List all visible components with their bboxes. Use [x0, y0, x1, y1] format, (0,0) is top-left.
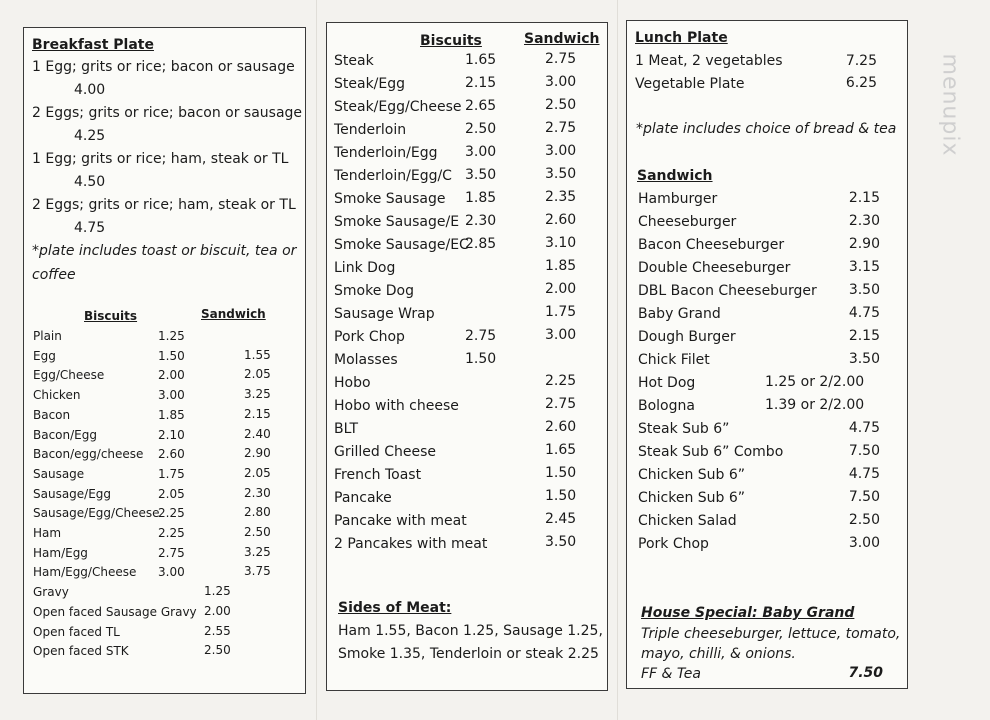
menu-item-name: Egg	[33, 348, 56, 363]
sandwich-price: 3.00	[545, 74, 577, 90]
biscuits-column-header: Biscuits	[420, 33, 482, 49]
sandwich-price: 3.00	[545, 327, 577, 343]
menu-item-name: Pancake with meat	[334, 513, 467, 529]
biscuit-price: 2.05	[158, 486, 185, 501]
menu-item-name: Steak Sub 6” Combo	[638, 444, 784, 460]
menupix-watermark: menupix	[937, 53, 963, 157]
fold-line	[617, 0, 618, 720]
breakfast-note: *plate includes toast or biscuit, tea or	[32, 243, 297, 259]
menu-item-name: Plain	[33, 329, 62, 343]
sandwich-price: 2.75	[545, 51, 577, 67]
menu-item-name: DBL Bacon Cheeseburger	[638, 283, 817, 299]
menu-item-name: Hobo with cheese	[334, 398, 459, 414]
fold-line	[316, 0, 317, 720]
sandwich-price: 2.15	[244, 406, 271, 421]
sandwich-price: 4.75	[848, 420, 880, 436]
menu-item-name: Steak/Egg/Cheese	[334, 99, 462, 115]
breakfast-title: Breakfast Plate	[32, 37, 154, 53]
biscuit-price: 1.25	[158, 329, 185, 343]
menu-item-name: Open faced STK	[33, 644, 129, 659]
sandwich-price: 1.85	[545, 258, 577, 274]
sandwich-price: 2.50	[545, 97, 577, 113]
menu-item-name: Bacon/Egg	[33, 427, 97, 442]
menu-item-name: Ham/Egg/Cheese	[33, 565, 137, 580]
sandwich-price: 3.50	[848, 351, 880, 367]
biscuit-price: 2.25	[158, 526, 185, 540]
sandwich-price: 2.50	[848, 512, 880, 528]
menu-item-name: Tenderloin	[334, 122, 407, 138]
house-special-price: 7.50	[848, 665, 883, 681]
sandwich-price: 2.60	[545, 212, 577, 228]
biscuit-price: 2.25	[158, 506, 185, 521]
sandwich-price: 1.55	[244, 347, 271, 362]
biscuit-price: 2.85	[465, 236, 497, 252]
sandwich-price: 2.80	[244, 505, 271, 520]
menu-item-name: Dough Burger	[638, 329, 736, 345]
house-special-description: FF & Tea	[641, 666, 701, 682]
sandwich-price: 7.50	[848, 489, 880, 505]
menu-item-name: Smoke Sausage	[334, 191, 446, 207]
sandwich-price: 2.90	[848, 236, 880, 252]
sandwich-price: 2.05	[244, 465, 271, 480]
sandwich-price: 2.05	[244, 367, 271, 382]
menu-item-name: Hobo	[334, 375, 371, 391]
breakfast-item-name: 1 Egg; grits or rice; bacon or sausage	[32, 59, 295, 75]
sandwich-column-header: Sandwich	[201, 307, 266, 321]
sandwich-price: 2.30	[244, 485, 271, 500]
menu-item-name: Grilled Cheese	[334, 444, 437, 460]
menu-item-name: Hamburger	[638, 191, 718, 207]
lunch-item-name: Vegetable Plate	[635, 76, 745, 92]
menu-item-name: French Toast	[334, 467, 422, 483]
sandwich-price: 3.50	[545, 534, 577, 550]
menu-item-name: Steak	[334, 53, 374, 69]
menu-item-name: Sausage Wrap	[334, 306, 435, 322]
biscuit-price: 2.00	[158, 368, 185, 383]
sandwich-price: 2.15	[848, 328, 880, 344]
sandwich-price: 2.50	[244, 525, 271, 539]
breakfast-item-price: 4.00	[74, 82, 106, 98]
sandwich-price: 2.35	[545, 189, 577, 205]
menu-item-name: Pork Chop	[638, 536, 709, 552]
menu-item-name: Open faced Sausage Gravy	[33, 604, 197, 619]
sandwich-price: 3.50	[848, 282, 880, 298]
biscuit-price: 2.60	[158, 447, 185, 462]
sandwich-price: 2.25	[545, 373, 577, 389]
sandwich-price: 1.25 or 2/2.00	[765, 374, 865, 390]
sandwich-price: 1.50	[545, 488, 577, 504]
lunch-item-name: 1 Meat, 2 vegetables	[635, 53, 783, 69]
menu-item-name: Hot Dog	[638, 375, 696, 391]
extra-price: 2.50	[204, 643, 231, 658]
biscuit-price: 3.00	[158, 565, 185, 580]
menu-item-name: Double Cheeseburger	[638, 260, 791, 276]
sandwich-price: 1.65	[545, 442, 577, 458]
biscuit-price: 1.75	[158, 466, 185, 481]
sandwich-price: 7.50	[848, 443, 880, 459]
breakfast-item-name: 2 Eggs; grits or rice; ham, steak or TL	[32, 197, 296, 213]
breakfast-item-price: 4.75	[74, 220, 106, 236]
house-special-description: mayo, chilli, & onions.	[641, 646, 796, 662]
sandwich-price: 3.25	[244, 544, 271, 559]
sandwich-price: 3.15	[848, 259, 880, 275]
menu-item-name: Tenderloin/Egg/C	[334, 168, 452, 184]
menu-item-name: Chicken Salad	[638, 513, 737, 529]
biscuit-price: 1.65	[465, 52, 497, 68]
menu-item-name: Baby Grand	[638, 306, 721, 322]
biscuit-price: 3.00	[158, 388, 185, 403]
sandwich-price: 3.50	[545, 166, 577, 182]
biscuit-sandwich-panel	[326, 22, 608, 691]
menu-item-name: Chick Filet	[638, 352, 710, 368]
menu-item-name: Chicken	[33, 388, 81, 403]
menu-item-name: Bacon Cheeseburger	[638, 237, 785, 253]
biscuit-price: 1.50	[158, 348, 185, 363]
biscuit-price: 2.10	[158, 427, 185, 442]
biscuit-price: 1.85	[465, 190, 497, 206]
sandwich-price: 4.75	[848, 466, 880, 482]
house-special-description: Triple cheeseburger, lettuce, tomato,	[641, 626, 901, 642]
sandwich-price: 3.00	[545, 143, 577, 159]
biscuit-price: 2.30	[465, 213, 497, 229]
menu-item-name: Smoke Sausage/E	[334, 214, 460, 230]
menu-item-name: Pork Chop	[334, 329, 405, 345]
menu-item-name: Pancake	[334, 490, 392, 506]
menu-item-name: 2 Pancakes with meat	[334, 536, 488, 552]
biscuit-price: 3.50	[465, 167, 497, 183]
biscuit-price: 2.65	[465, 98, 497, 114]
menu-item-name: Chicken Sub 6”	[638, 467, 746, 483]
menu-item-name: Chicken Sub 6”	[638, 490, 746, 506]
house-special-title: House Special: Baby Grand	[641, 605, 855, 621]
sandwich-price: 2.75	[545, 120, 577, 136]
biscuit-price: 2.75	[158, 545, 185, 560]
menu-item-name: Egg/Cheese	[33, 368, 105, 383]
menu-item-name: Smoke Sausage/EC	[334, 237, 469, 253]
lunch-item-price: 7.25	[845, 53, 877, 69]
biscuit-price: 2.75	[465, 328, 497, 344]
menu-item-name: Cheeseburger	[638, 214, 737, 230]
sandwich-price: 3.00	[848, 535, 880, 551]
biscuit-price: 1.50	[465, 351, 497, 367]
biscuits-column-header: Biscuits	[84, 309, 138, 323]
menu-item-name: Bacon/egg/cheese	[33, 447, 144, 462]
extra-price: 1.25	[204, 584, 231, 599]
biscuit-price: 1.85	[158, 407, 185, 422]
sides-text: Ham 1.55, Bacon 1.25, Sausage 1.25,	[338, 623, 603, 639]
sandwich-price: 2.60	[545, 419, 577, 435]
sandwich-price: 2.30	[848, 213, 880, 229]
sandwich-title: Sandwich	[637, 168, 713, 184]
menu-item-name: Bacon	[33, 407, 71, 422]
sandwich-price: 1.39 or 2/2.00	[765, 397, 865, 413]
sandwich-price: 2.90	[244, 446, 271, 461]
biscuit-price: 3.00	[465, 144, 497, 160]
sandwich-price: 1.75	[545, 304, 577, 320]
sandwich-price: 3.25	[244, 387, 271, 402]
lunch-item-price: 6.25	[845, 75, 877, 91]
biscuit-price: 2.50	[465, 121, 497, 137]
sandwich-price: 2.15	[848, 190, 880, 206]
menu-item-name: Ham	[33, 526, 62, 540]
sides-title: Sides of Meat:	[338, 600, 452, 616]
menu-item-name: Molasses	[334, 352, 398, 368]
biscuit-price: 2.15	[465, 75, 497, 91]
breakfast-item-price: 4.50	[74, 174, 106, 190]
menu-item-name: BLT	[334, 421, 359, 437]
sandwich-price: 2.40	[244, 426, 271, 441]
lunch-note: *plate includes choice of bread & tea	[636, 121, 897, 137]
menu-item-name: Sausage/Egg/Cheese	[33, 506, 160, 521]
sandwich-price: 3.10	[545, 235, 577, 251]
extra-price: 2.55	[204, 623, 231, 638]
menu-item-name: Open faced TL	[33, 624, 120, 639]
sandwich-price: 2.75	[545, 396, 577, 412]
breakfast-note: coffee	[32, 267, 76, 283]
menu-item-name: Sausage/Egg	[33, 486, 112, 501]
lunch-panel	[626, 20, 908, 689]
sandwich-price: 4.75	[848, 305, 880, 321]
menu-item-name: Smoke Dog	[334, 283, 414, 299]
menu-item-name: Ham/Egg	[33, 545, 88, 560]
breakfast-item-name: 1 Egg; grits or rice; ham, steak or TL	[32, 151, 289, 167]
extra-price: 2.00	[204, 603, 231, 618]
menu-item-name: Bologna	[638, 398, 695, 414]
menu-item-name: Link Dog	[334, 260, 396, 276]
menu-item-name: Steak Sub 6”	[638, 421, 730, 437]
menu-item-name: Gravy	[33, 585, 69, 600]
sandwich-price: 3.75	[244, 564, 271, 579]
breakfast-item-price: 4.25	[74, 128, 106, 144]
sandwich-column-header: Sandwich	[524, 31, 600, 47]
sandwich-price: 2.00	[545, 281, 577, 297]
breakfast-item-name: 2 Eggs; grits or rice; bacon or sausage	[32, 105, 303, 121]
menu-item-name: Tenderloin/Egg	[334, 145, 438, 161]
sandwich-price: 2.45	[545, 511, 577, 527]
menu-item-name: Sausage	[33, 466, 85, 481]
menu-item-name: Steak/Egg	[334, 76, 406, 92]
lunch-title: Lunch Plate	[635, 30, 728, 46]
sandwich-price: 1.50	[545, 465, 577, 481]
breakfast-panel	[23, 27, 306, 694]
sides-text: Smoke 1.35, Tenderloin or steak 2.25	[338, 646, 599, 662]
